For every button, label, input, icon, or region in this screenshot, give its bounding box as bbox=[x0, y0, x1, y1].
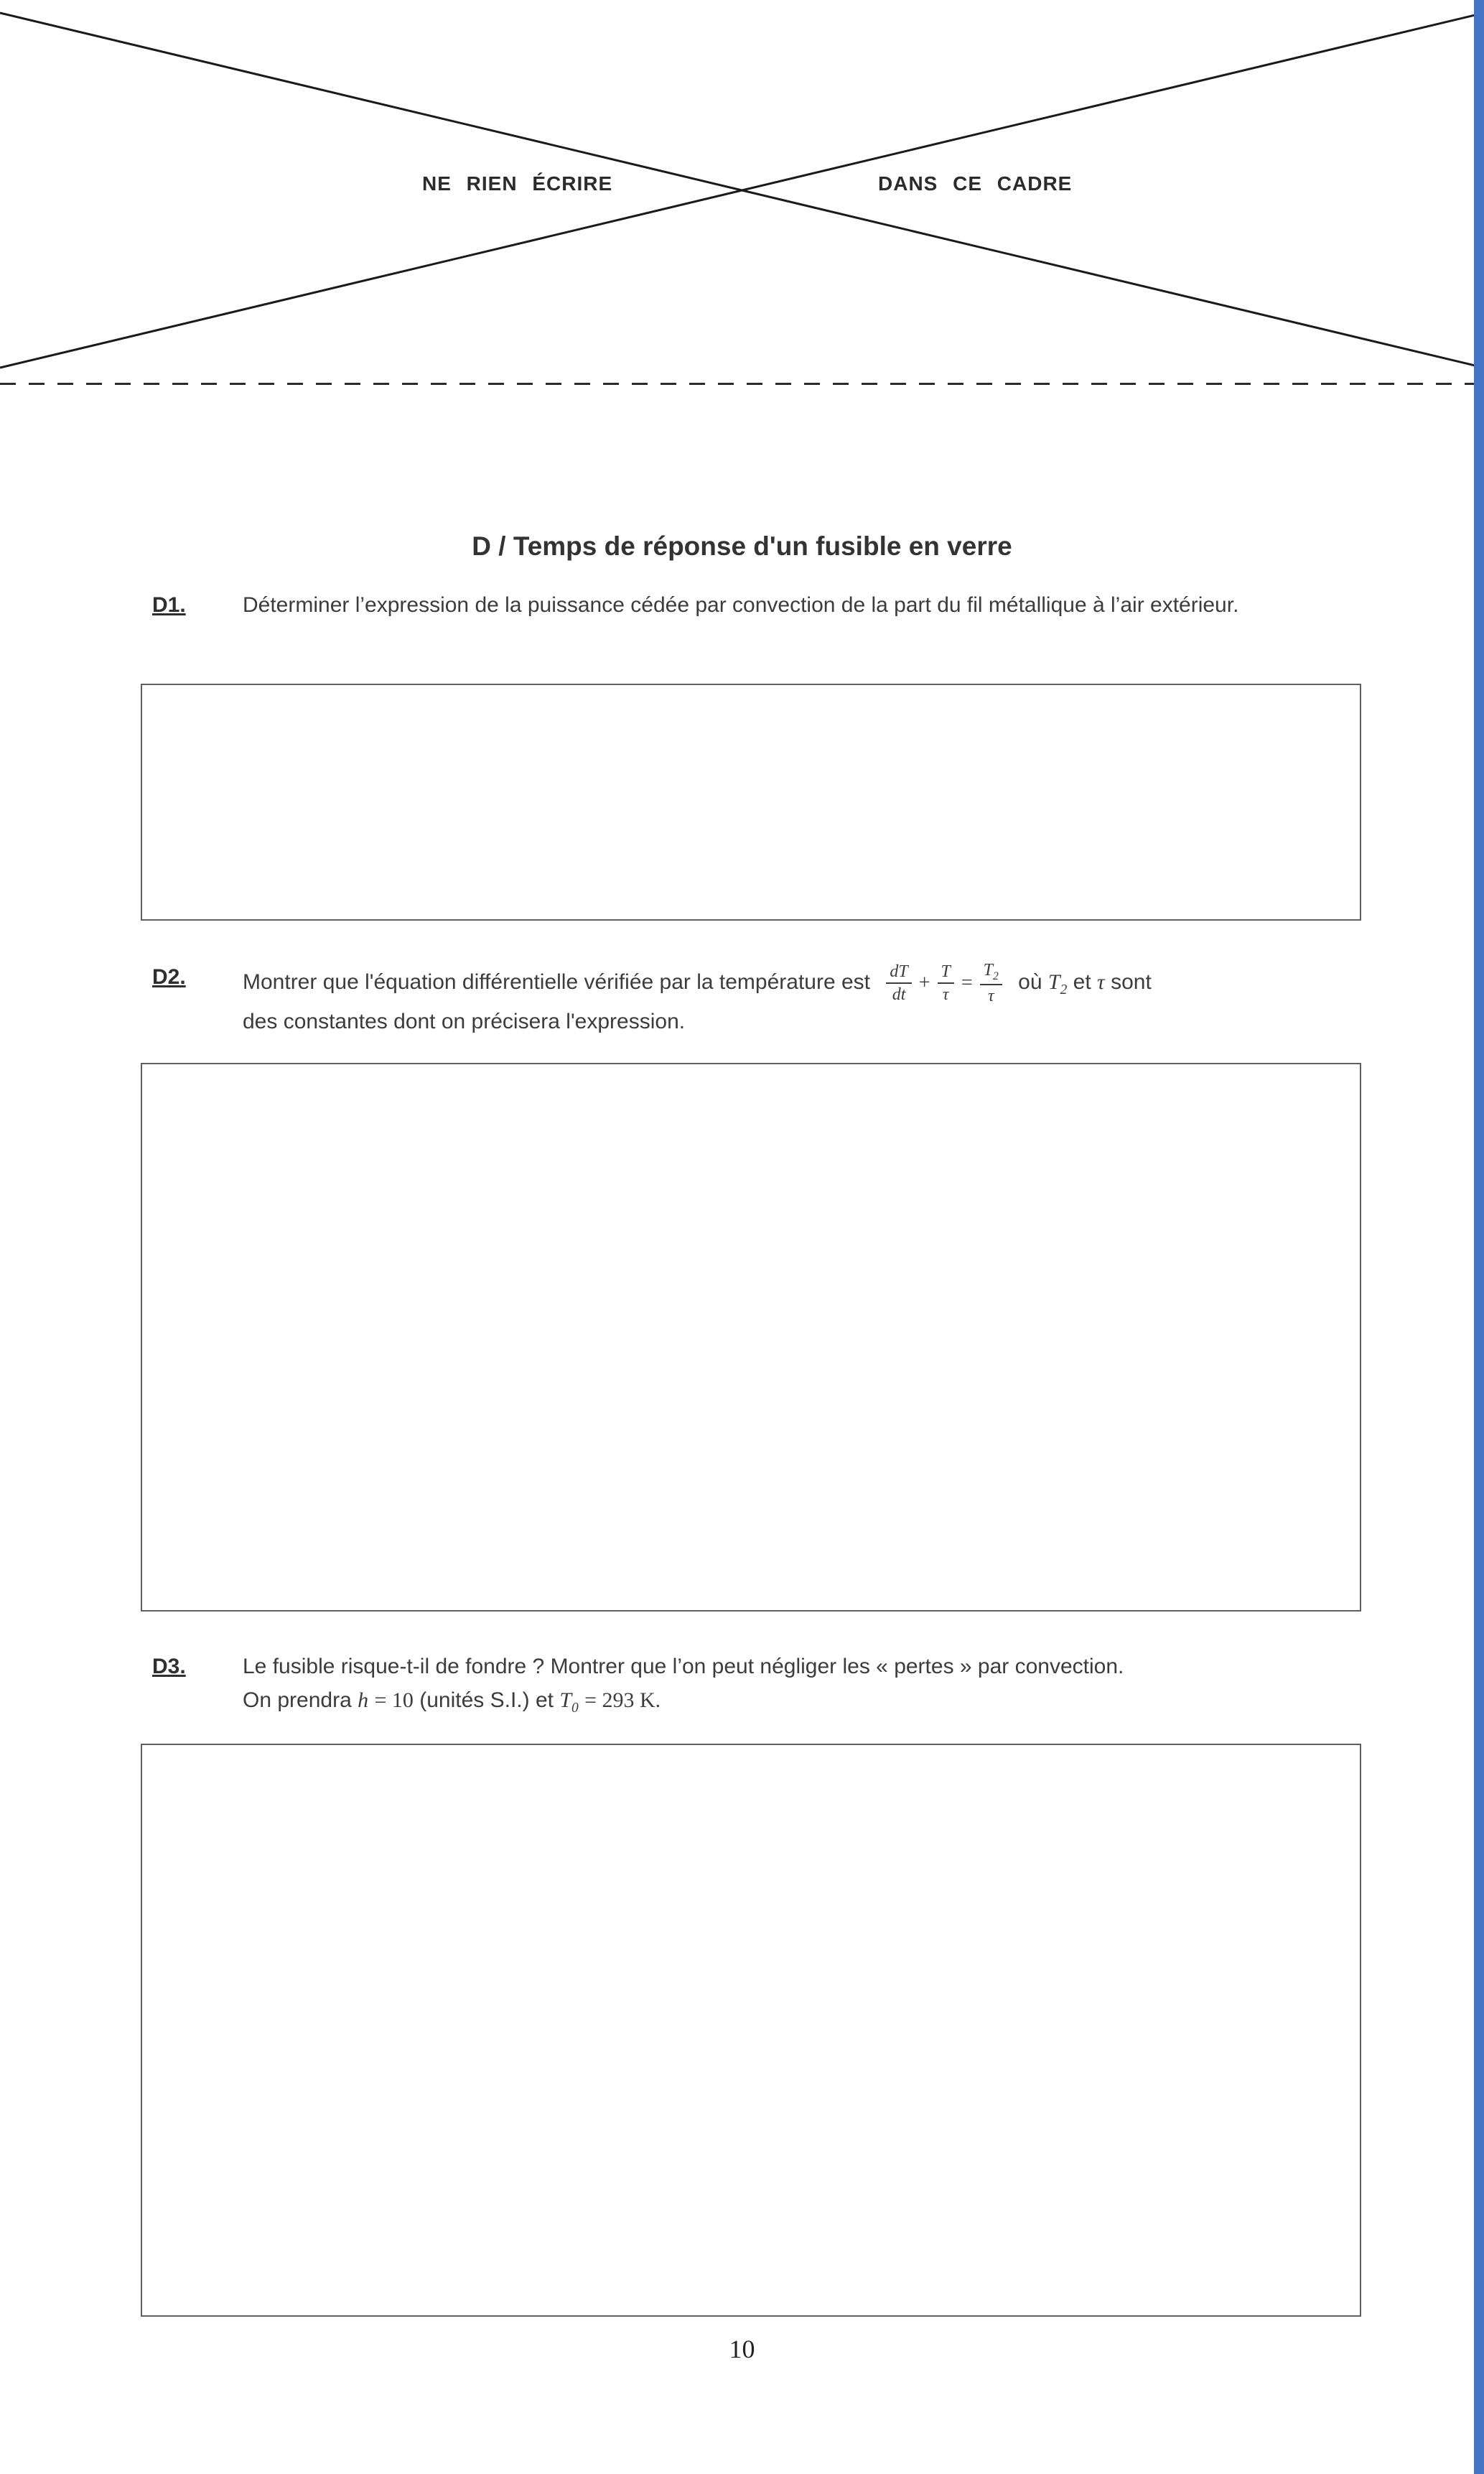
variable-T2: $T_2$ bbox=[1047, 970, 1068, 998]
d3-prefix: On prendra bbox=[243, 1688, 352, 1712]
question-d1 bbox=[152, 589, 1351, 623]
question-d1-label: D1. bbox=[152, 593, 186, 617]
fraction-dT-dt: $\frac{dT}{dt}$ bbox=[886, 962, 911, 1005]
equals-operator: = bbox=[961, 972, 973, 995]
question-d2 bbox=[152, 961, 1351, 1039]
page-edge-strip bbox=[1474, 0, 1484, 2474]
section-title: D / Temps de réponse d'un fusible en verre bbox=[472, 531, 1012, 561]
question-d2-line1 bbox=[243, 961, 1351, 1005]
question-d3-line1: Le fusible risque-t-il de fondre ? Montrer que l’on peut négliger les « pertes » par convection. bbox=[243, 1655, 1124, 1678]
answer-box-d3 bbox=[141, 1744, 1361, 2317]
answer-box-d2 bbox=[141, 1063, 1361, 1612]
question-d2-text bbox=[243, 961, 1351, 1039]
dashed-separator bbox=[0, 383, 1484, 385]
question-d2-label: D2. bbox=[152, 965, 186, 989]
frame-label-dans-ce-cadre: DANS CE CADRE bbox=[872, 172, 1078, 195]
question-d3 bbox=[152, 1650, 1351, 1719]
fraction-T2-tau: $\frac{T_2}{\tau}$ bbox=[980, 961, 1002, 1005]
d2-text-before: Montrer que l'équation différentielle vérifiée par la température est bbox=[243, 970, 870, 995]
question-d3-text bbox=[243, 1650, 1351, 1719]
differential-equation bbox=[882, 961, 1006, 1005]
variable-tau: τ bbox=[1097, 970, 1105, 995]
T0-value: = 293 K. bbox=[584, 1688, 661, 1712]
d3-mid: (unités S.I.) et bbox=[419, 1688, 554, 1712]
fraction-T-tau: $\frac{T}{\tau}$ bbox=[938, 962, 954, 1005]
do-not-write-cross-lines bbox=[0, 0, 1484, 388]
question-d2-line2: des constantes dont on précisera l'expression. bbox=[243, 1010, 686, 1034]
question-d3-line2 bbox=[243, 1684, 1351, 1719]
variable-h: h bbox=[358, 1688, 369, 1712]
frame-label-ne-rien-ecrire: NE RIEN ÉCRIRE bbox=[416, 172, 618, 195]
h-value: = 10 bbox=[374, 1688, 414, 1712]
plus-operator: + bbox=[918, 972, 930, 995]
question-d3-label: D3. bbox=[152, 1655, 186, 1678]
d2-and: et bbox=[1073, 970, 1091, 995]
answer-box-d1 bbox=[141, 684, 1361, 921]
variable-T0: $T_0$ bbox=[559, 1688, 579, 1716]
d2-where: où bbox=[1018, 970, 1042, 995]
page-number: 10 bbox=[729, 2335, 755, 2363]
d2-are: sont bbox=[1111, 970, 1152, 995]
question-d1-text: Déterminer l’expression de la puissance cédée par convection de la part du fil métallique à l’air extérieur. bbox=[243, 593, 1239, 617]
